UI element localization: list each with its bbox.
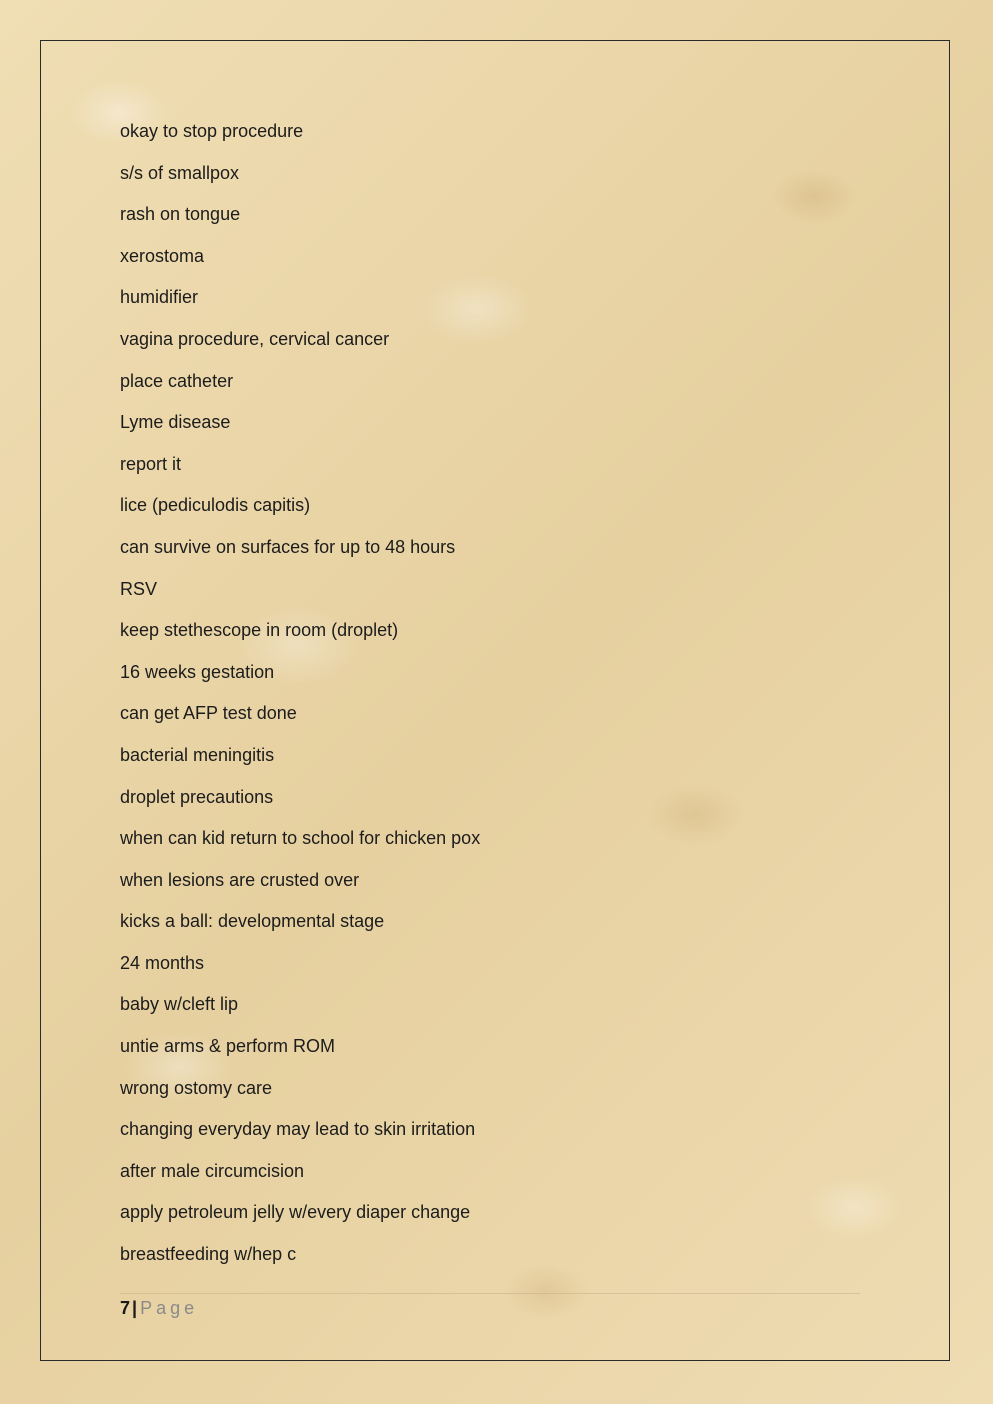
note-line: s/s of smallpox <box>120 162 240 183</box>
note-line: 24 months <box>120 952 205 973</box>
notes-list <box>120 120 480 1285</box>
note-line: 16 weeks gestation <box>120 661 275 682</box>
note-line: after male circumcision <box>120 1160 305 1181</box>
page-label: Page <box>140 1298 199 1318</box>
note-line: when can kid return to school for chicken pox <box>120 828 481 849</box>
note-line: place catheter <box>120 370 234 391</box>
note-line: droplet precautions <box>120 786 274 807</box>
note-line: apply petroleum jelly w/every diaper change <box>120 1202 471 1223</box>
note-line: changing everyday may lead to skin irritation <box>120 1119 476 1140</box>
note-line: lice (pediculodis capitis) <box>120 495 311 516</box>
page-footer <box>120 1297 198 1319</box>
footer-divider <box>120 1293 860 1294</box>
note-line: wrong ostomy care <box>120 1077 273 1098</box>
note-line: RSV <box>120 578 158 599</box>
note-line: report it <box>120 453 182 474</box>
note-line: can get AFP test done <box>120 703 297 724</box>
note-line: xerostoma <box>120 245 205 266</box>
note-line: baby w/cleft lip <box>120 994 239 1015</box>
note-line: can survive on surfaces for up to 48 hours <box>120 536 456 557</box>
note-line: keep stethescope in room (droplet) <box>120 620 399 641</box>
note-line: when lesions are crusted over <box>120 869 360 890</box>
note-line: vagina procedure, cervical cancer <box>120 328 390 349</box>
note-line: rash on tongue <box>120 204 241 225</box>
note-line: untie arms & perform ROM <box>120 1036 336 1057</box>
footer-separator: | <box>132 1298 138 1318</box>
note-line: humidifier <box>120 287 199 308</box>
note-line: breastfeeding w/hep c <box>120 1244 297 1265</box>
note-line: okay to stop procedure <box>120 121 304 141</box>
page-number: 7 <box>120 1298 131 1318</box>
note-line: bacterial meningitis <box>120 744 275 765</box>
note-line: Lyme disease <box>120 412 231 433</box>
note-line: kicks a ball: developmental stage <box>120 911 385 932</box>
